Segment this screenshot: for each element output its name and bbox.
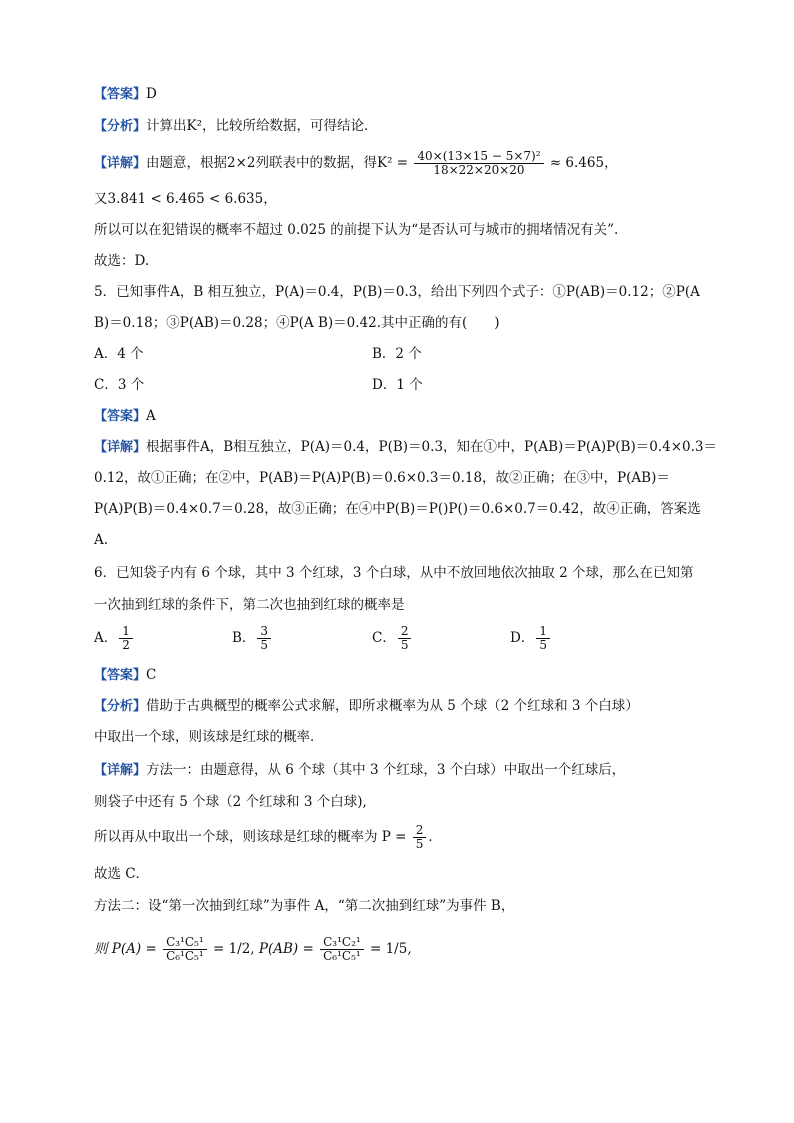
q4-answer-line [94,84,157,105]
q6-stem-line2: 一次抽到红球的条件下，第二次也抽到红球的概率是 [94,597,405,613]
q5-option-d: D．1 个 [372,377,423,393]
q6-pa-value: = 1/2, [212,941,255,958]
fraction-numerator: 3 [257,625,271,639]
q6-pa-label: 则 P(A) = [94,941,157,958]
option-fraction [398,625,412,652]
q5-detail-line3: P(A)P(B)＝0.4×0.7＝0.28，故③正确；在④中P(B)＝P()P()＝0.6×0.7＝0.42，故④正确，答案选 [94,501,701,517]
fraction-numerator: 2 [398,625,412,639]
fraction-numerator: 1 [119,625,133,639]
q4-line3: 所以可以在犯错误的概率不超过 0.025 的前提下认为“是否认可与城市的拥堵情况有关”. [94,222,619,238]
q4-analysis: 计算出K²，比较所给数据，可得结论． [146,118,378,134]
answer-tag: 【答案】 [94,87,147,102]
k2-fraction [414,150,543,177]
q4-line2: 又3.841 < 6.465 < 6.635， [94,191,277,207]
fraction-numerator: 2 [413,824,427,838]
fraction-numerator: 1 [536,625,550,639]
q5-option-a: A．4 个 [94,346,144,362]
q4-analysis-line [94,116,378,137]
pab-fraction [320,936,364,963]
q6-method1-line2: 则袋子中还有 5 个球（2 个红球和 3 个白球), [94,794,367,810]
detail-tag: 【详解】 [94,156,147,172]
detail-tag: 【详解】 [94,763,147,778]
q4-detail-pre: 由题意，根据2×2列联表中的数据，得K² = [146,155,409,172]
q5-stem-line2: B)＝0.18；③P(AB)＝0.28；④P(A B)＝0.42.其中正确的有( ) [94,315,500,331]
q6-option-c [372,625,413,652]
option-label: C． [372,630,396,647]
q5-option-c: C．3 个 [94,377,145,393]
q6-choose: 故选 C． [94,866,150,882]
q6-method1-line3 [94,824,442,851]
q4-choose: 故选：D. [94,253,150,269]
q6-method1-c-pre: 所以再从中取出一个球，则该球是红球的概率为 P = [94,829,407,846]
q5-detail-line2: 0.12，故①正确；在②中，P(AB)＝P(A)P(B)＝0.6×0.3＝0.18，故②正确；在③中，P(AB)＝ [94,470,670,486]
q5-detail-line4: A. [94,532,109,548]
option-label: B． [232,630,256,647]
fraction-denominator: 5 [415,837,424,852]
q5-answer: A [146,408,156,424]
q4-answer: D [146,86,157,102]
fraction-denominator: 5 [260,638,269,653]
q6-method2-line2 [94,936,412,963]
q5-answer-line [94,406,156,427]
q6-option-a [94,625,135,652]
q6-stem-line1: 6．已知袋子内有 6 个球，其中 3 个红球，3 个白球，从中不放回地依次抽取 2 个球，那么在已知第 [94,565,694,581]
analysis-tag: 【分析】 [94,699,147,714]
q6-pab-label: P(AB) = [258,941,314,958]
pa-fraction [163,936,207,963]
q5-option-b: B．2 个 [372,346,422,362]
q4-detail-line [94,150,618,177]
fraction-denominator: 5 [539,638,547,653]
q6-option-b [232,625,273,652]
detail-tag: 【详解】 [94,440,147,455]
answer-tag: 【答案】 [94,409,147,424]
q4-detail-post: ≈ 6.465， [549,155,618,172]
q5-detail-line1 [94,437,717,458]
q6-method1-line1 [94,760,625,781]
q6-method2-line1: 方法二：设“第一次抽到红球”为事件 A，“第二次抽到红球”为事件 B， [94,898,515,914]
option-label: A． [94,630,118,647]
option-fraction [119,625,133,652]
q6-method1-c-post: ． [428,829,442,846]
q6-method1-a: 方法一：由题意得，从 6 个球（其中 3 个红球，3 个白球）中取出一个红球后， [146,762,626,778]
q6-answer-line [94,665,156,686]
q6-answer: C [146,667,157,683]
q6-analysis-line2: 中取出一个球，则该球是红球的概率． [94,729,324,745]
q6-analysis-line1 [94,696,639,717]
fraction-numerator: C₃¹C₂¹ [320,936,364,950]
analysis-tag: 【分析】 [94,119,147,134]
probability-fraction [413,824,427,851]
fraction-denominator: C₆¹C₅¹ [323,949,361,964]
k2-numerator: 40×(13×15 − 5×7)² [414,150,543,164]
fraction-numerator: C₃¹C₅¹ [163,936,207,950]
fraction-denominator: C₆¹C₅¹ [166,949,204,964]
q6-pab-value: = 1/5, [369,941,412,958]
option-fraction [536,625,550,652]
k2-denominator: 18×22×20×20 [433,163,525,178]
option-label: D． [510,630,535,647]
option-fraction [257,625,271,652]
fraction-denominator: 5 [400,638,409,653]
fraction-denominator: 2 [122,638,130,653]
answer-tag: 【答案】 [94,668,147,683]
q5-detail-1: 根据事件A，B相互独立，P(A)＝0.4，P(B)＝0.3，知在①中，P(AB)＝P(A)P(B)＝0.4×0.3＝ [146,439,717,455]
q6-analysis-1: 借助于古典概型的概率公式求解，即所求概率为从 5 个球（2 个红球和 3 个白球） [146,698,639,714]
q5-stem-line1: 5．已知事件A，B 相互独立，P(A)＝0.4，P(B)＝0.3，给出下列四个式子：①P(AB)＝0.12；②P(A [94,284,700,300]
q6-option-d [510,625,552,652]
